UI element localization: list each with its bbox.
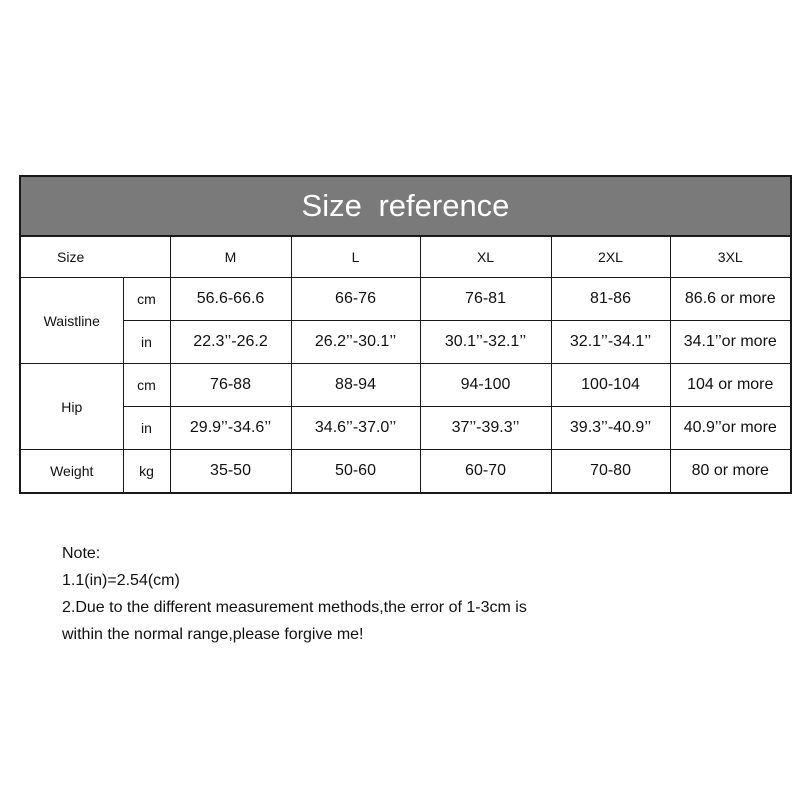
value-cell: 104 or more bbox=[670, 364, 790, 407]
note-line: 2.Due to the different measurement methods,the error of 1-3cm is bbox=[62, 599, 527, 616]
size-header-cell: M bbox=[170, 237, 291, 278]
value-cell: 76-88 bbox=[170, 364, 291, 407]
header-row bbox=[21, 237, 790, 278]
waistline-label: Waistline bbox=[21, 278, 123, 364]
table-row bbox=[21, 278, 790, 321]
value-cell: 86.6 or more bbox=[670, 278, 790, 321]
size-header-cell: 2XL bbox=[551, 237, 670, 278]
table-row bbox=[21, 364, 790, 407]
value-cell: 66-76 bbox=[291, 278, 420, 321]
size-header-cell: L bbox=[291, 237, 420, 278]
value-cell: 60-70 bbox=[420, 450, 551, 493]
value-cell: 40.9’’or more bbox=[670, 407, 790, 450]
size-header-cell: XL bbox=[420, 237, 551, 278]
hip-label: Hip bbox=[21, 364, 123, 450]
unit-cell: cm bbox=[123, 364, 170, 407]
value-cell: 30.1’’-32.1’’ bbox=[420, 321, 551, 364]
table-row bbox=[21, 450, 790, 493]
weight-label: Weight bbox=[21, 450, 123, 493]
value-cell: 50-60 bbox=[291, 450, 420, 493]
unit-cell: cm bbox=[123, 278, 170, 321]
value-cell: 26.2’’-30.1’’ bbox=[291, 321, 420, 364]
size-chart bbox=[19, 175, 792, 494]
value-cell: 29.9’’-34.6’’ bbox=[170, 407, 291, 450]
value-cell: 80 or more bbox=[670, 450, 790, 493]
value-cell: 88-94 bbox=[291, 364, 420, 407]
table-row bbox=[21, 321, 790, 364]
value-cell: 56.6-66.6 bbox=[170, 278, 291, 321]
size-chart-title: Size reference bbox=[21, 177, 790, 237]
value-cell: 34.6’’-37.0’’ bbox=[291, 407, 420, 450]
size-header-cell: 3XL bbox=[670, 237, 790, 278]
unit-cell: in bbox=[123, 407, 170, 450]
note-line: 1.1(in)=2.54(cm) bbox=[62, 572, 180, 589]
value-cell: 94-100 bbox=[420, 364, 551, 407]
value-cell: 81-86 bbox=[551, 278, 670, 321]
value-cell: 76-81 bbox=[420, 278, 551, 321]
size-header-label: Size bbox=[21, 237, 170, 278]
size-table bbox=[21, 237, 790, 492]
value-cell: 32.1’’-34.1’’ bbox=[551, 321, 670, 364]
value-cell: 22.3’’-26.2 bbox=[170, 321, 291, 364]
notes-heading: Note: bbox=[62, 545, 101, 562]
value-cell: 39.3’’-40.9’’ bbox=[551, 407, 670, 450]
value-cell: 35-50 bbox=[170, 450, 291, 493]
value-cell: 37’’-39.3’’ bbox=[420, 407, 551, 450]
notes-section bbox=[62, 540, 762, 648]
note-line: within the normal range,please forgive me! bbox=[62, 626, 364, 643]
table-row bbox=[21, 407, 790, 450]
value-cell: 34.1’’or more bbox=[670, 321, 790, 364]
value-cell: 70-80 bbox=[551, 450, 670, 493]
unit-cell: in bbox=[123, 321, 170, 364]
value-cell: 100-104 bbox=[551, 364, 670, 407]
unit-cell: kg bbox=[123, 450, 170, 493]
